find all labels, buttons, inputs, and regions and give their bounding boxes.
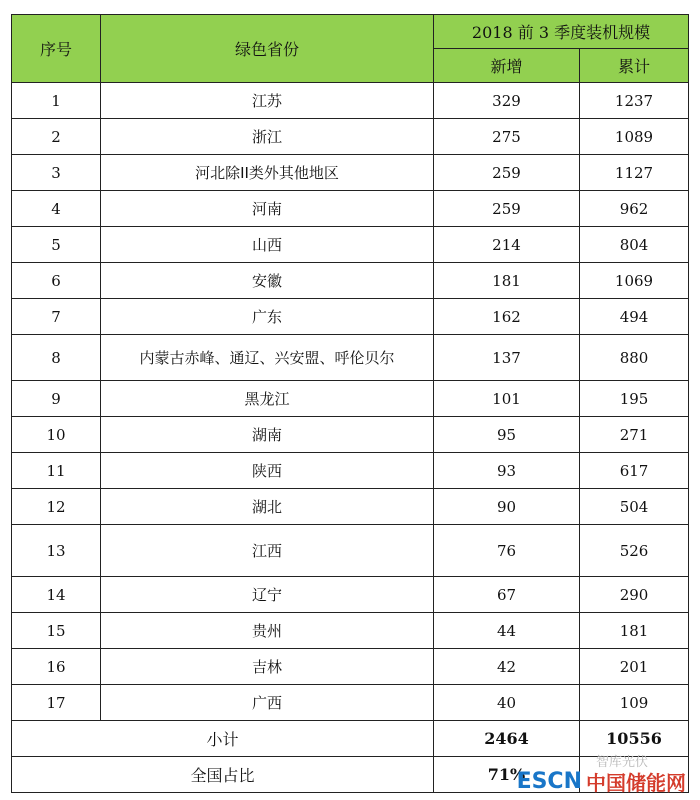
table-row xyxy=(12,525,689,577)
table-row xyxy=(12,685,689,721)
row-province: 贵州 xyxy=(101,613,434,649)
row-province: 陕西 xyxy=(101,453,434,489)
row-province: 内蒙古赤峰、通辽、兴安盟、呼伦贝尔 xyxy=(101,335,434,381)
share-label: 全国占比 xyxy=(12,757,434,793)
row-total: 617 xyxy=(580,453,689,489)
row-index: 5 xyxy=(12,227,101,263)
row-total: 494 xyxy=(580,299,689,335)
table-row xyxy=(12,191,689,227)
row-index: 16 xyxy=(12,649,101,685)
row-province: 浙江 xyxy=(101,119,434,155)
header-new: 新增 xyxy=(434,49,580,83)
row-new: 259 xyxy=(434,191,580,227)
row-province: 辽宁 xyxy=(101,577,434,613)
table-row xyxy=(12,577,689,613)
row-index: 11 xyxy=(12,453,101,489)
row-new: 90 xyxy=(434,489,580,525)
row-province: 河北除II类外其他地区 xyxy=(101,155,434,191)
header-index: 序号 xyxy=(12,15,101,83)
table-row xyxy=(12,83,689,119)
table-row xyxy=(12,453,689,489)
row-total: 804 xyxy=(580,227,689,263)
share-new: 71% xyxy=(434,757,580,793)
row-province: 安徽 xyxy=(101,263,434,299)
row-province: 黑龙江 xyxy=(101,381,434,417)
subtotal-row xyxy=(12,721,689,757)
row-total: 271 xyxy=(580,417,689,453)
row-index: 2 xyxy=(12,119,101,155)
table-row xyxy=(12,489,689,525)
row-index: 10 xyxy=(12,417,101,453)
row-new: 67 xyxy=(434,577,580,613)
subtotal-new: 2464 xyxy=(434,721,580,757)
header-row-top xyxy=(12,15,689,49)
row-total: 504 xyxy=(580,489,689,525)
table-row xyxy=(12,335,689,381)
row-index: 3 xyxy=(12,155,101,191)
row-new: 40 xyxy=(434,685,580,721)
table-row xyxy=(12,649,689,685)
row-province: 江西 xyxy=(101,525,434,577)
row-province: 广西 xyxy=(101,685,434,721)
row-index: 17 xyxy=(12,685,101,721)
row-new: 137 xyxy=(434,335,580,381)
row-index: 6 xyxy=(12,263,101,299)
table-row xyxy=(12,299,689,335)
row-total: 181 xyxy=(580,613,689,649)
row-total: 1237 xyxy=(580,83,689,119)
row-new: 275 xyxy=(434,119,580,155)
header-group-title: 2018 前 3 季度装机规模 xyxy=(434,15,689,49)
row-total: 1069 xyxy=(580,263,689,299)
row-total: 1089 xyxy=(580,119,689,155)
row-new: 76 xyxy=(434,525,580,577)
header-total: 累计 xyxy=(580,49,689,83)
subtotal-label: 小计 xyxy=(12,721,434,757)
row-province: 河南 xyxy=(101,191,434,227)
row-total: 290 xyxy=(580,577,689,613)
subtotal-total: 10556 xyxy=(580,721,689,757)
row-province: 湖南 xyxy=(101,417,434,453)
table-row xyxy=(12,417,689,453)
row-new: 42 xyxy=(434,649,580,685)
row-total: 526 xyxy=(580,525,689,577)
table-row xyxy=(12,613,689,649)
table-row xyxy=(12,227,689,263)
row-province: 山西 xyxy=(101,227,434,263)
row-index: 4 xyxy=(12,191,101,227)
row-new: 95 xyxy=(434,417,580,453)
row-new: 93 xyxy=(434,453,580,489)
capacity-table xyxy=(11,14,689,793)
row-province: 湖北 xyxy=(101,489,434,525)
row-new: 259 xyxy=(434,155,580,191)
row-index: 7 xyxy=(12,299,101,335)
row-total: 962 xyxy=(580,191,689,227)
row-new: 44 xyxy=(434,613,580,649)
row-total: 195 xyxy=(580,381,689,417)
header-province: 绿色省份 xyxy=(101,15,434,83)
row-new: 162 xyxy=(434,299,580,335)
row-index: 14 xyxy=(12,577,101,613)
watermark-site-name: 中国储能网 xyxy=(586,771,686,795)
table-row xyxy=(12,155,689,191)
table-container xyxy=(11,14,689,793)
row-total: 109 xyxy=(580,685,689,721)
row-index: 9 xyxy=(12,381,101,417)
row-total: 880 xyxy=(580,335,689,381)
row-new: 214 xyxy=(434,227,580,263)
row-new: 101 xyxy=(434,381,580,417)
row-index: 8 xyxy=(12,335,101,381)
row-province: 江苏 xyxy=(101,83,434,119)
row-index: 13 xyxy=(12,525,101,577)
row-total: 1127 xyxy=(580,155,689,191)
row-province: 吉林 xyxy=(101,649,434,685)
escn-logo: ESCN xyxy=(516,769,582,794)
row-new: 181 xyxy=(434,263,580,299)
row-index: 1 xyxy=(12,83,101,119)
table-row xyxy=(12,263,689,299)
row-index: 15 xyxy=(12,613,101,649)
row-province: 广东 xyxy=(101,299,434,335)
row-index: 12 xyxy=(12,489,101,525)
row-new: 329 xyxy=(434,83,580,119)
watermark-faded-text: 智库光伏 xyxy=(595,755,648,770)
watermark xyxy=(517,767,686,796)
table-row xyxy=(12,119,689,155)
row-total: 201 xyxy=(580,649,689,685)
table-row xyxy=(12,381,689,417)
